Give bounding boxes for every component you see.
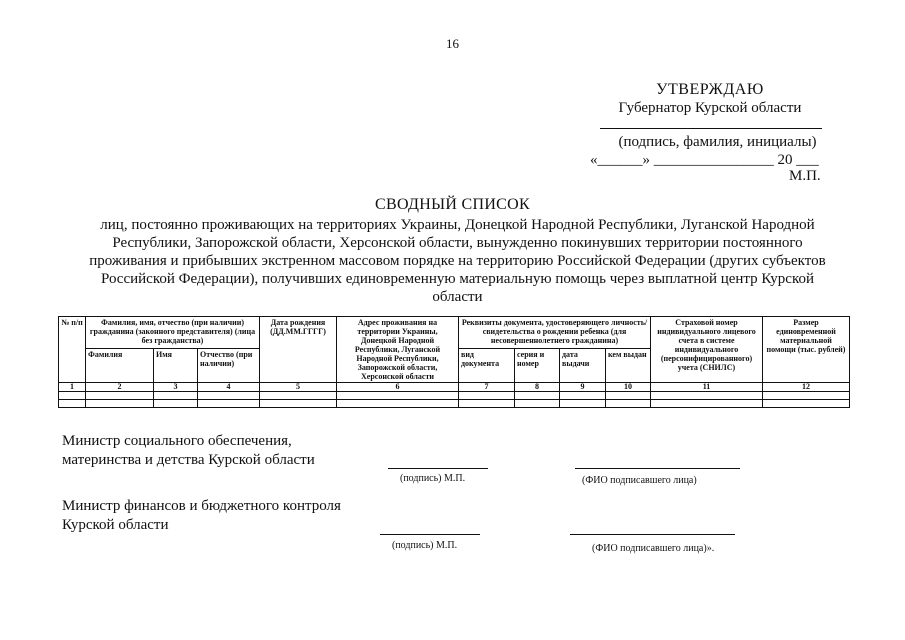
approval-signature-caption: (подпись, фамилия, инициалы) <box>618 134 817 150</box>
approval-date-line: «______» ________________ 20 ___ <box>590 152 819 168</box>
table-row <box>59 392 850 400</box>
column-number: 5 <box>260 383 337 392</box>
header-document: Реквизиты документа, удостоверяющего личность/ свидетельства о рождении ребенка (для несовершеннолетнего гражданина) <box>459 317 651 349</box>
header-birth-date: Дата рождения (ДД.ММ.ГГГГ) <box>260 317 337 383</box>
signature-2-name-line <box>570 534 735 535</box>
header-surname: Фамилия <box>86 348 154 382</box>
header-num: № п/п <box>59 317 86 383</box>
signature-2-position: Министр финансов и бюджетного контроля Курской области <box>62 498 341 533</box>
header-doc-series: серия и номер <box>515 348 560 382</box>
approval-title: УТВЕРЖДАЮ <box>656 81 764 98</box>
header-name: Имя <box>154 348 198 382</box>
column-number: 10 <box>606 383 651 392</box>
header-snils: Страховой номер индивидуального лицевого счета в системе индивидуального (персонифицированного) учета (СНИЛС) <box>651 317 763 383</box>
page-number: 16 <box>446 36 459 51</box>
approval-signature-line <box>600 128 822 129</box>
column-number: 8 <box>515 383 560 392</box>
document-title: СВОДНЫЙ СПИСОК <box>375 196 530 213</box>
signature-1-sign-caption: (подпись) М.П. <box>400 473 466 484</box>
signature-2-name-caption: (ФИО подписавшего лица)». <box>592 543 715 554</box>
header-address: Адрес проживания на территории Украины, Донецкой Народной Республики, Луганской Народной Республики, Запорожской области, Херсонской области <box>337 317 459 383</box>
signature-1-name-line <box>575 468 740 469</box>
signature-1-position: Министр социального обеспечения, материнства и детства Курской области <box>62 433 315 468</box>
header-doc-date: дата выдачи <box>560 348 606 382</box>
column-number: 4 <box>198 383 260 392</box>
document-subtitle: лиц, постоянно проживающих на территориях Украины, Донецкой Народной Республики, Луганской Народной Республики, Запорожской области, Херсонской области, вынужденно покинувших территории постоянного проживания и прибывших экстренном массовом порядке на территорию Российской Федерации (других субъектов Российской Федерации), получивших единовременную материальную помощь через выплатной центр Курской области <box>89 217 826 305</box>
approval-stamp: М.П. <box>789 168 821 184</box>
column-number: 1 <box>59 383 86 392</box>
header-doc-issuer: кем выдан <box>606 348 651 382</box>
signature-2-sign-caption: (подпись) М.П. <box>392 540 458 551</box>
signature-1-name-caption: (ФИО подписавшего лица) <box>582 475 697 486</box>
header-patronymic: Отчество (при наличии) <box>198 348 260 382</box>
column-number: 6 <box>337 383 459 392</box>
header-amount: Размер единовременной материальной помощи (тыс. рублей) <box>763 317 850 383</box>
column-number: 12 <box>763 383 850 392</box>
column-number: 9 <box>560 383 606 392</box>
signature-2-sign-line <box>380 534 480 535</box>
column-numbers-row <box>59 383 850 392</box>
approval-position: Губернатор Курской области <box>618 100 802 116</box>
header-fio: Фамилия, имя, отчество (при наличии) гражданина (законного представителя) (лица без гражданства) <box>86 317 260 349</box>
summary-table <box>58 316 850 408</box>
signature-1-sign-line <box>388 468 488 469</box>
column-number: 2 <box>86 383 154 392</box>
column-number: 7 <box>459 383 515 392</box>
table-row <box>59 400 850 408</box>
approval-block <box>560 80 860 118</box>
header-doc-type: вид документа <box>459 348 515 382</box>
column-number: 3 <box>154 383 198 392</box>
column-number: 11 <box>651 383 763 392</box>
